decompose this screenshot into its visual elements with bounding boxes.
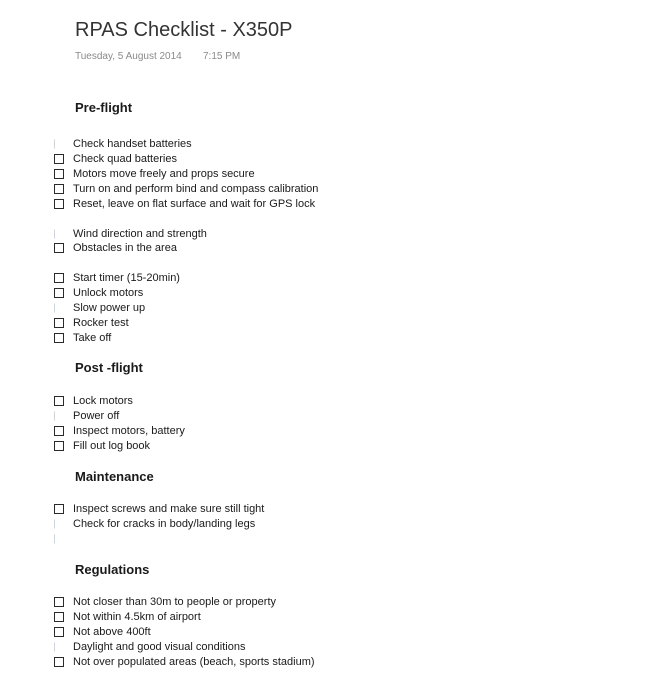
checklist-item[interactable] xyxy=(54,240,177,255)
page-time: 7:15 PM xyxy=(203,51,241,62)
checklist-item-label: Rocker test xyxy=(73,316,129,329)
checklist-item-label: Fill out log book xyxy=(73,439,151,452)
checklist-item[interactable] xyxy=(54,136,192,151)
checklist-item[interactable] xyxy=(54,151,177,166)
checkbox[interactable] xyxy=(54,504,64,514)
checkbox[interactable] xyxy=(54,333,64,343)
checklist-item[interactable] xyxy=(54,654,315,669)
checkbox[interactable] xyxy=(54,441,64,451)
page-title: RPAS Checklist - X350P xyxy=(75,19,293,41)
checkbox[interactable] xyxy=(54,396,64,406)
checkbox[interactable] xyxy=(54,169,64,179)
checkbox[interactable] xyxy=(54,612,64,622)
checklist-item[interactable] xyxy=(54,330,111,345)
checklist-item[interactable] xyxy=(54,624,151,639)
checkbox[interactable] xyxy=(54,139,64,149)
section-heading-postflight: Post -flight xyxy=(75,360,143,375)
checklist-item[interactable] xyxy=(54,226,207,241)
checklist-item-label: Take off xyxy=(73,331,112,344)
checklist-item-label: Obstacles in the area xyxy=(73,241,177,254)
checklist-item-label: Lock motors xyxy=(73,394,133,407)
checkbox[interactable] xyxy=(54,184,64,194)
checklist-item[interactable] xyxy=(54,393,133,408)
checklist-item-label: Inspect motors, battery xyxy=(73,424,185,437)
checklist-item[interactable] xyxy=(54,438,150,453)
checklist-item[interactable] xyxy=(54,270,180,285)
checkbox[interactable] xyxy=(54,642,64,652)
checkbox[interactable] xyxy=(54,318,64,328)
section-heading-preflight: Pre-flight xyxy=(75,100,133,115)
checklist-item-label: Not above 400ft xyxy=(73,625,151,638)
checklist-item[interactable] xyxy=(54,423,185,438)
checklist-item-label: Not closer than 30m to people or property xyxy=(73,595,277,608)
checklist-item-label: Check quad batteries xyxy=(73,152,177,165)
checklist-item-label: Wind direction and strength xyxy=(73,227,207,240)
checkbox[interactable] xyxy=(54,288,64,298)
checklist-item-label: Inspect screws and make sure still tight xyxy=(73,502,265,515)
checklist-item-label: Reset, leave on flat surface and wait for GPS lock xyxy=(73,197,316,210)
checklist-item[interactable] xyxy=(54,181,318,196)
checklist-item[interactable] xyxy=(54,315,129,330)
checkbox[interactable] xyxy=(54,411,64,421)
checklist-item[interactable] xyxy=(54,531,73,546)
checklist-item-label: Check for cracks in body/landing legs xyxy=(73,517,256,530)
checklist-item-label: Not within 4.5km of airport xyxy=(73,610,201,623)
page-date: Tuesday, 5 August 2014 xyxy=(75,51,182,62)
checklist-item-label: Start timer (15-20min) xyxy=(73,271,180,284)
checkbox[interactable] xyxy=(54,303,64,313)
checklist-item-label: Turn on and perform bind and compass calibration xyxy=(73,182,319,195)
checklist-item[interactable] xyxy=(54,609,201,624)
checkbox[interactable] xyxy=(54,597,64,607)
checkbox[interactable] xyxy=(54,426,64,436)
checklist-item[interactable] xyxy=(54,501,264,516)
checklist-item[interactable] xyxy=(54,300,145,315)
checklist-item[interactable] xyxy=(54,166,255,181)
checkbox[interactable] xyxy=(54,273,64,283)
checkbox[interactable] xyxy=(54,627,64,637)
checklist-item[interactable] xyxy=(54,196,315,211)
checklist-item-label: Power off xyxy=(73,409,120,422)
checkbox[interactable] xyxy=(54,229,64,239)
checklist-item-label: Daylight and good visual conditions xyxy=(73,640,246,653)
checkbox[interactable] xyxy=(54,154,64,164)
checklist-item-label: Slow power up xyxy=(73,301,146,314)
checklist-item-label: Not over populated areas (beach, sports stadium) xyxy=(73,655,315,668)
checklist-item[interactable] xyxy=(54,639,245,654)
checkbox[interactable] xyxy=(54,534,64,544)
checkbox[interactable] xyxy=(54,657,64,667)
checklist-item[interactable] xyxy=(54,408,119,423)
checklist-item[interactable] xyxy=(54,594,276,609)
section-heading-regulations: Regulations xyxy=(75,562,150,577)
checklist-item[interactable] xyxy=(54,285,143,300)
checkbox[interactable] xyxy=(54,519,64,529)
checklist-item-label: Check handset batteries xyxy=(73,137,192,150)
section-heading-maintenance: Maintenance xyxy=(75,469,154,484)
checkbox[interactable] xyxy=(54,243,64,253)
checkbox[interactable] xyxy=(54,199,64,209)
checklist-item-label: Unlock motors xyxy=(73,286,144,299)
checklist-item-label: Motors move freely and props secure xyxy=(73,167,255,180)
checklist-item[interactable] xyxy=(54,516,255,531)
